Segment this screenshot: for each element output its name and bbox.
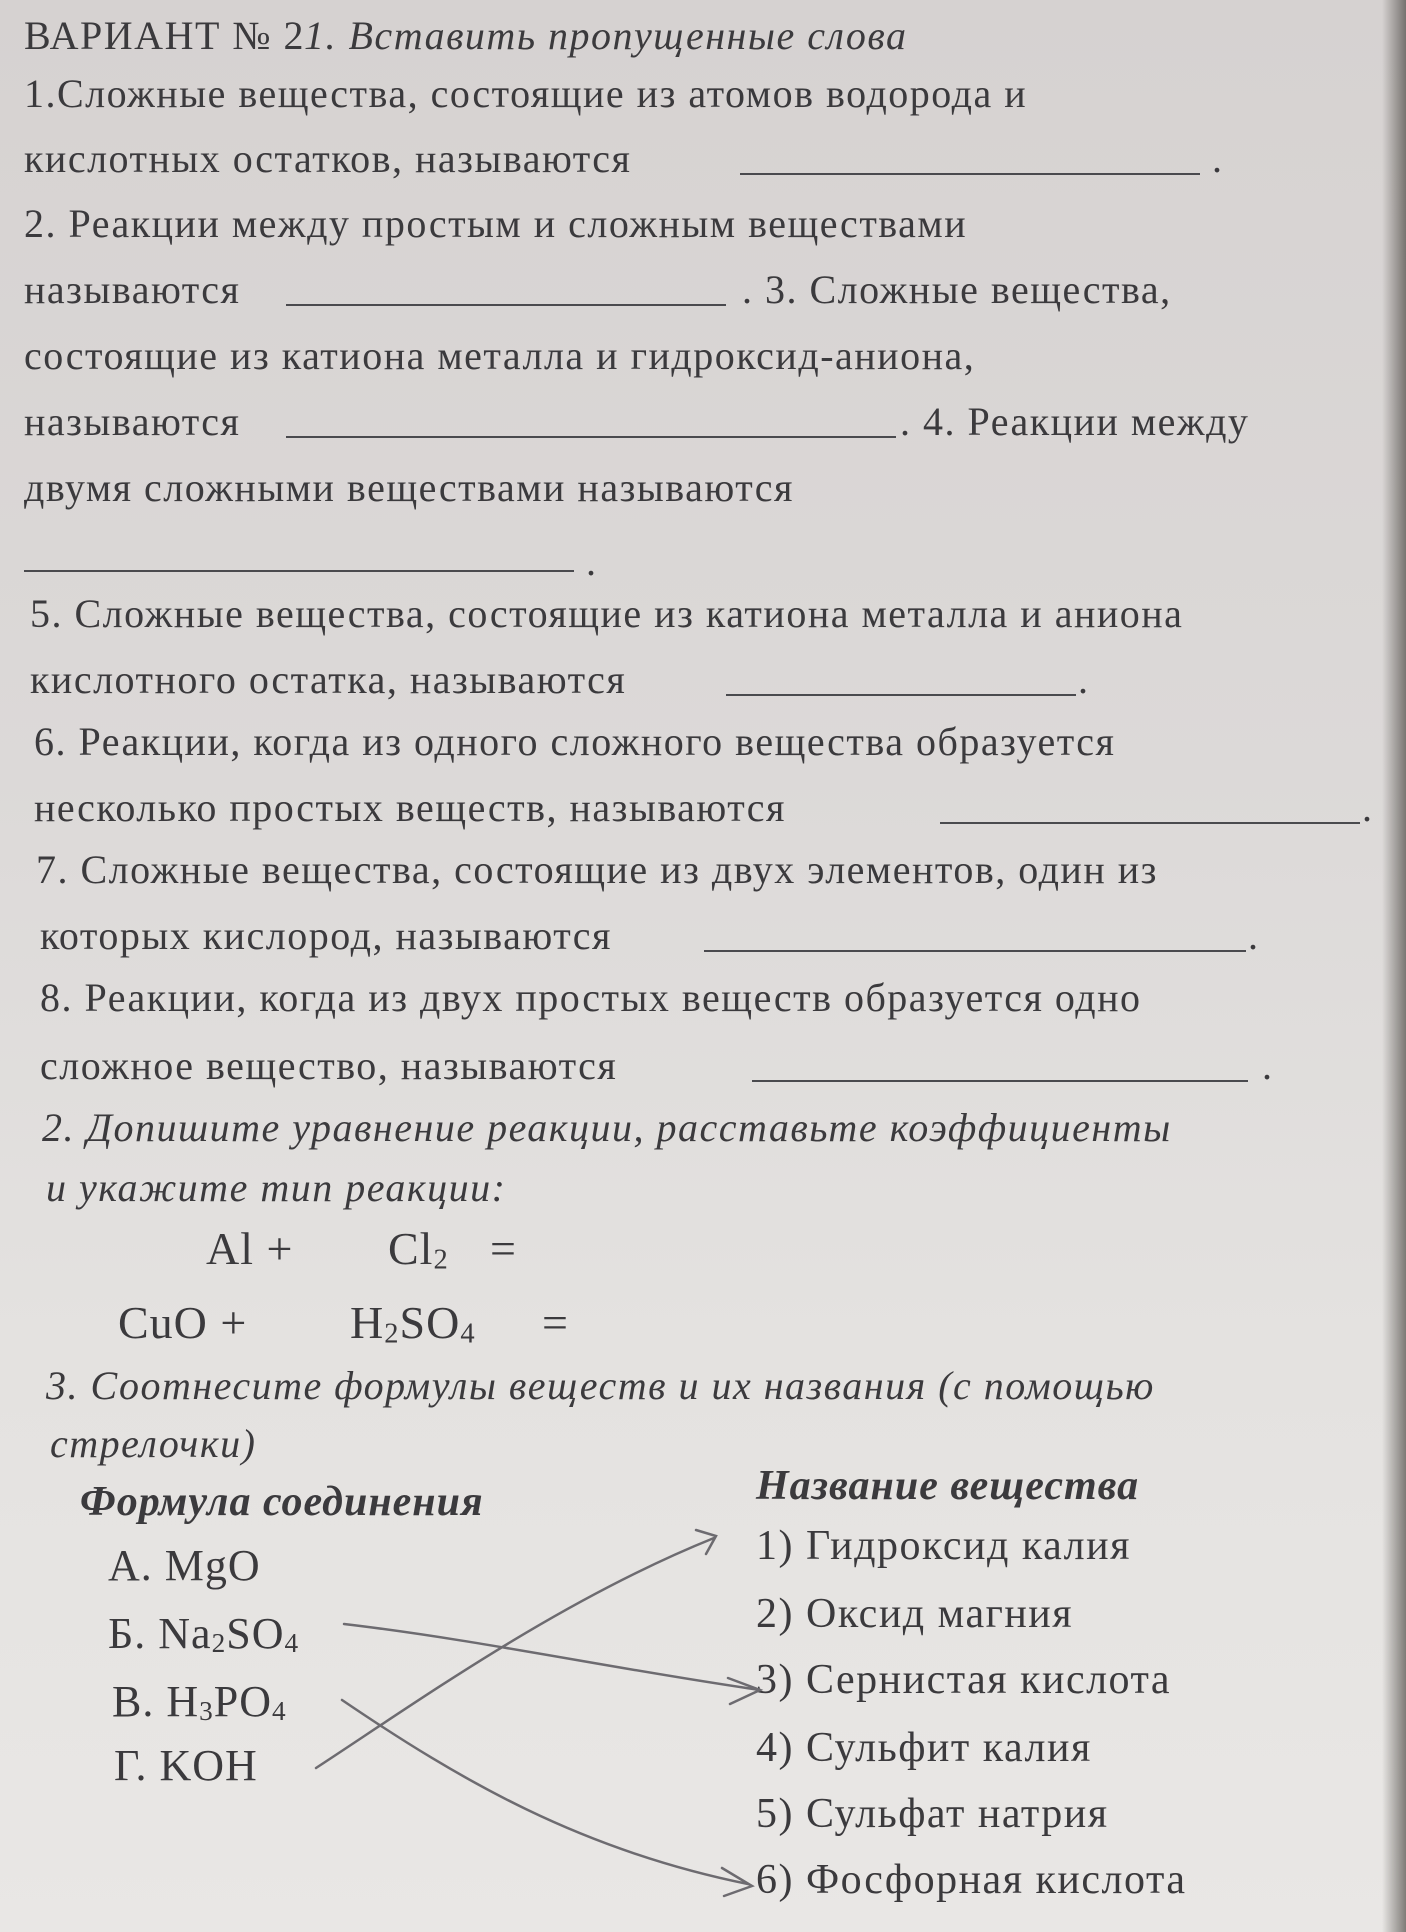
task1-line-8: . [0,538,1406,608]
answer-blank-7[interactable] [704,940,1246,952]
column-header-name: Название вещества [756,1463,1140,1509]
formula-item-g: Г. KOH [114,1741,258,1790]
task2-title-line-2: и укажите тип реакции: [46,1165,507,1210]
task1-line-15: 8. Реакции, когда из двух простых веществ образуется одно [40,975,1142,1020]
arrow-na2so4-to-sulfurous [344,1624,760,1690]
equation-2-reagent: $H_2SO_4$ [350,1297,476,1350]
answer-blank-6[interactable] [940,812,1360,824]
task1-line-10: кислотного остатка, называются . [30,657,1090,702]
name-item-6: 6) Фосфорная кислота [756,1857,1187,1903]
task1-line-7: двумя сложными веществами называются [24,465,794,510]
task1-title: 1. Вставить пропущенные слова [304,13,908,58]
formula-item-b: Б. $Na_2SO_4$ [108,1609,300,1659]
answer-blank-1[interactable] [740,163,1200,175]
task1-line-4: называются . 3. Сложные вещества, [24,267,1172,312]
arrow-head-3 [722,1868,752,1896]
task3-title-line-2: стрелочки) [50,1421,257,1466]
variant-title: ВАРИАНТ № 2 [24,13,306,58]
task1-line-14: которых кислород, называются . [40,913,1260,958]
task1-line-1: 1.Сложные вещества, состоящие из атомов водорода и [24,71,1028,116]
task1-line-5: состоящие из катиона металла и гидроксид-аниона, [24,333,976,378]
task1-line-9: 5. Сложные вещества, состоящие из катиона металла и аниона [30,591,1184,636]
column-header-formula: Формула соединения [80,1479,484,1525]
page-edge-shadow [1382,0,1406,1932]
task1-line-3: 2. Реакции между простым и сложным веществами [24,201,968,246]
equation-1-equals: = [490,1223,517,1274]
equation-1-reagent: $Cl_2$ [388,1223,449,1276]
task1-line-16: сложное вещество, называются . [40,1043,1274,1088]
task3-title-line-1: 3. Соотнесите формулы веществ и их названия (с помощью [46,1363,1155,1408]
task1-line-6: называются . 4. Реакции между [24,399,1250,444]
equation-2: CuO + [118,1297,248,1348]
name-item-3: 3) Сернистая кислота [756,1657,1172,1703]
arrow-head-1 [696,1530,716,1554]
name-item-5: 5) Сульфат натрия [756,1791,1109,1837]
equation-2-equals: = [542,1297,569,1348]
formula-item-v: В. $H_3PO_4$ [112,1677,287,1727]
arrow-h3po4-to-phosphoric [342,1700,748,1884]
task2-title-line-1: 2. Допишите уравнение реакции, расставьте коэффициенты [42,1105,1172,1150]
task1-line-11: 6. Реакции, когда из одного сложного вещества образуется [34,719,1116,764]
task1-line-12: несколько простых веществ, называются . [34,785,1374,830]
task1-line-2: кислотных остатков, называются . [24,136,1224,181]
name-item-2: 2) Оксид магния [756,1591,1074,1637]
answer-blank-4[interactable] [24,560,574,572]
name-item-1: 1) Гидроксид калия [756,1523,1131,1569]
answer-blank-8[interactable] [752,1070,1248,1082]
answer-blank-3[interactable] [286,426,896,438]
answer-blank-2[interactable] [286,294,726,306]
equation-1: Al + [206,1223,294,1274]
task1-line-13: 7. Сложные вещества, состоящие из двух элементов, один из [36,847,1158,892]
formula-item-a: А. MgO [108,1541,261,1590]
name-item-4: 4) Сульфит калия [756,1725,1092,1771]
arrow-koh-to-hydroxide [316,1538,714,1768]
answer-blank-5[interactable] [726,684,1076,696]
